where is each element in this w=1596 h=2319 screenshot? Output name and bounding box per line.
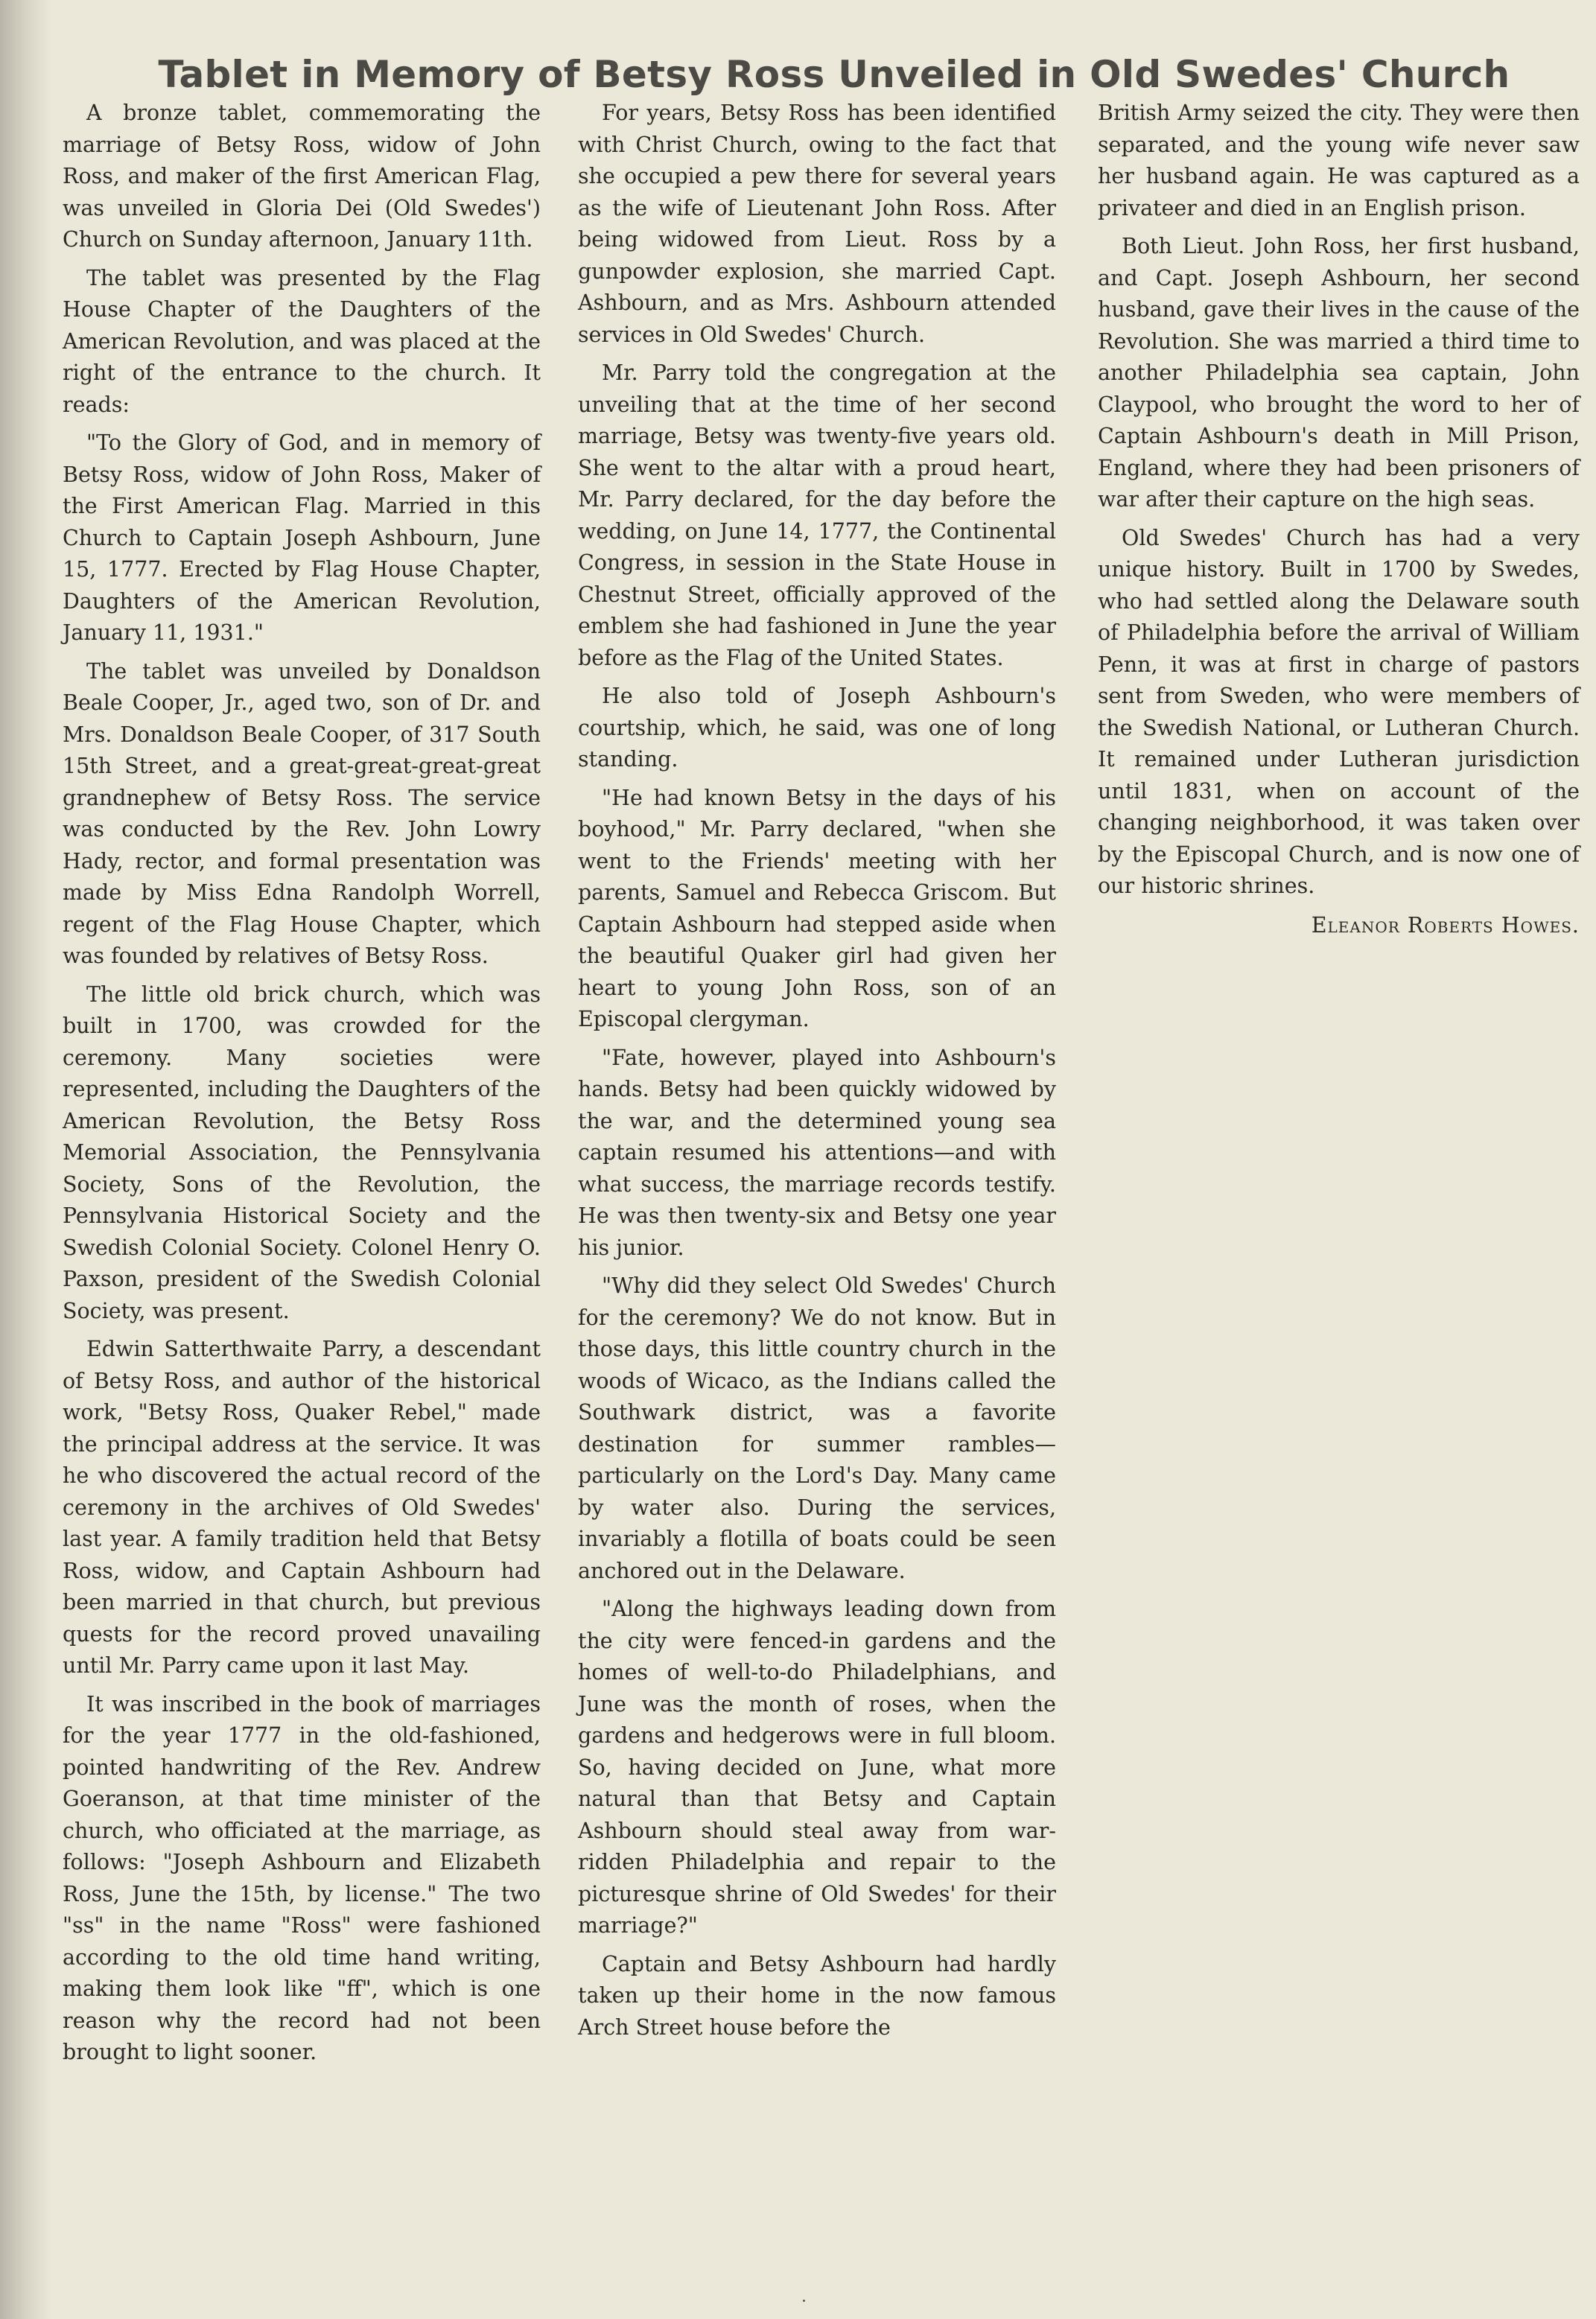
page-edge-shadow	[0, 0, 52, 2319]
paragraph: Edwin Satterthwaite Parry, a descendant of Betsy Ross, and author of the historical work, "Betsy Ross, Quaker Rebel," made the principal address at the service. It was he who discovered the actual record of the ceremony in the archives of Old Swedes' last year. A family tradition held that Betsy Ross, widow, and Captain Ashbourn had been married in that church, but previous quests for the record proved unavailing until Mr. Parry came upon it last May.	[63, 1337, 541, 1678]
paragraph: The tablet was unveiled by Donaldson Beale Cooper, Jr., aged two, son of Dr. and Mrs. Donaldson Beale Cooper, of 317 South 15th Street, and a great-great-great-great grandnephew of Betsy Ross. The service was conducted by the Rev. John Lowry Hady, rector, and formal presentation was made by Miss Edna Randolph Worrell, regent of the Flag House Chapter, which was founded by relatives of Betsy Ross.	[63, 658, 541, 968]
paragraph: He also told of Joseph Ashbourn's courtship, which, he said, was one of long standing.	[578, 684, 1056, 772]
paragraph: British Army seized the city. They were then separated, and the young wife never saw her husband again. He was captured as a privateer and died in an English prison.	[1098, 101, 1580, 220]
paragraph: "He had known Betsy in the days of his boyhood," Mr. Parry declared, "when she went to the Friends' meeting with her parents, Samuel and Rebecca Griscom. But Captain Ashbourn had stepped aside when the beautiful Quaker girl had given her heart to young John Ross, son of an Episcopal clergyman.	[578, 785, 1056, 1031]
author-signature: Eleanor Roberts Howes.	[1311, 912, 1580, 938]
paragraph: Both Lieut. John Ross, her first husband, and Capt. Joseph Ashbourn, her second husband, gave their lives in the cause of the Revolution. She was married a third time to another Philadelphia sea captain, John Claypool, who brought the word to her of Captain Ashbourn's death in Mill Prison, England, where they had been prisoners of war after their capture on the high seas.	[1098, 234, 1580, 512]
column-2	[578, 98, 1056, 2050]
article-title: Tablet in Memory of Betsy Ross Unveiled in Old Swedes' Church	[158, 52, 1510, 96]
page-speck	[803, 2300, 805, 2302]
paragraph: "Why did they select Old Swedes' Church for the ceremony? We do not know. But in those days, this little country church in the woods of Wicaco, as the Indians called the Southwark district, was a favorite destination for summer rambles—particularly on the Lord's Day. Many came by water also. During the services, invariably a flotilla of boats could be seen anchored out in the Delaware.	[578, 1273, 1056, 1583]
paragraph: "Fate, however, played into Ashbourn's hands. Betsy had been quickly widowed by the war, and the determined young sea captain resumed his attentions—and with what success, the marriage records testify. He was then twenty-six and Betsy one year his junior.	[578, 1045, 1056, 1260]
paragraph: The little old brick church, which was built in 1700, was crowded for the ceremony. Many societies were represented, including the Daughters of the American Revolution, the Betsy Ross Memorial Association, the Pennsylvania Society, Sons of the Revolution, the Pennsylvania Historical Society and the Swedish Colonial Society. Colonel Henry O. Paxson, president of the Swedish Colonial Society, was present.	[63, 982, 541, 1323]
paragraph: "To the Glory of God, and in memory of Betsy Ross, widow of John Ross, Maker of the First American Flag. Married in this Church to Captain Joseph Ashbourn, June 15, 1777. Erected by Flag House Chapter, Daughters of the American Revolution, January 11, 1931."	[63, 430, 541, 645]
paragraph: The tablet was presented by the Flag House Chapter of the Daughters of the American Revolution, and was placed at the right of the entrance to the church. It reads:	[63, 265, 541, 417]
paragraph: Captain and Betsy Ashbourn had hardly taken up their home in the now famous Arch Street house before the	[578, 1951, 1056, 2040]
paragraph: A bronze tablet, commemorating the marriage of Betsy Ross, widow of John Ross, and maker of the first American Flag, was unveiled in Gloria Dei (Old Swedes') Church on Sunday afternoon, January 11th.	[63, 101, 541, 252]
paragraph: For years, Betsy Ross has been identified with Christ Church, owing to the fact that she occupied a pew there for several years as the wife of Lieutenant John Ross. After being widowed from Lieut. Ross by a gunpowder explosion, she married Capt. Ashbourn, and as Mrs. Ashbourn attended services in Old Swedes' Church.	[578, 101, 1056, 347]
column-3	[1098, 98, 1580, 941]
column-1	[63, 98, 541, 2075]
paragraph: Mr. Parry told the congregation at the unveiling that at the time of her second marriage, Betsy was twenty-five years old. She went to the altar with a proud heart, Mr. Parry declared, for the day before the wedding, on June 14, 1777, the Continental Congress, in session in the State House in Chestnut Street, officially approved of the emblem she had fashioned in June the year before as the Flag of the United States.	[578, 360, 1056, 670]
paragraph: It was inscribed in the book of marriages for the year 1777 in the old-fashioned, pointed handwriting of the Rev. Andrew Goeranson, at that time minister of the church, who officiated at the marriage, as follows: "Joseph Ashbourn and Elizabeth Ross, June the 15th, by license." The two "ss" in the name "Ross" were fashioned according to the old time hand writing, making them look like "ff", which is one reason why the record had not been brought to light sooner.	[63, 1691, 541, 2064]
paragraph: "Along the highways leading down from the city were fenced-in gardens and the homes of well-to-do Philadelphians, and June was the month of roses, when the gardens and hedgerows were in full bloom. So, having decided on June, what more natural than that Betsy and Captain Ashbourn should steal away from war-ridden Philadelphia and repair to the picturesque shrine of Old Swedes' for their marriage?"	[578, 1597, 1056, 1938]
paragraph: Old Swedes' Church has had a very unique history. Built in 1700 by Swedes, who had settled along the Delaware south of Philadelphia before the arrival of William Penn, it was at first in charge of pastors sent from Sweden, who were members of the Swedish National, or Lutheran Church. It remained under Lutheran jurisdiction until 1831, when on account of the changing neighborhood, it was taken over by the Episcopal Church, and is now one of our historic shrines.	[1098, 525, 1580, 898]
